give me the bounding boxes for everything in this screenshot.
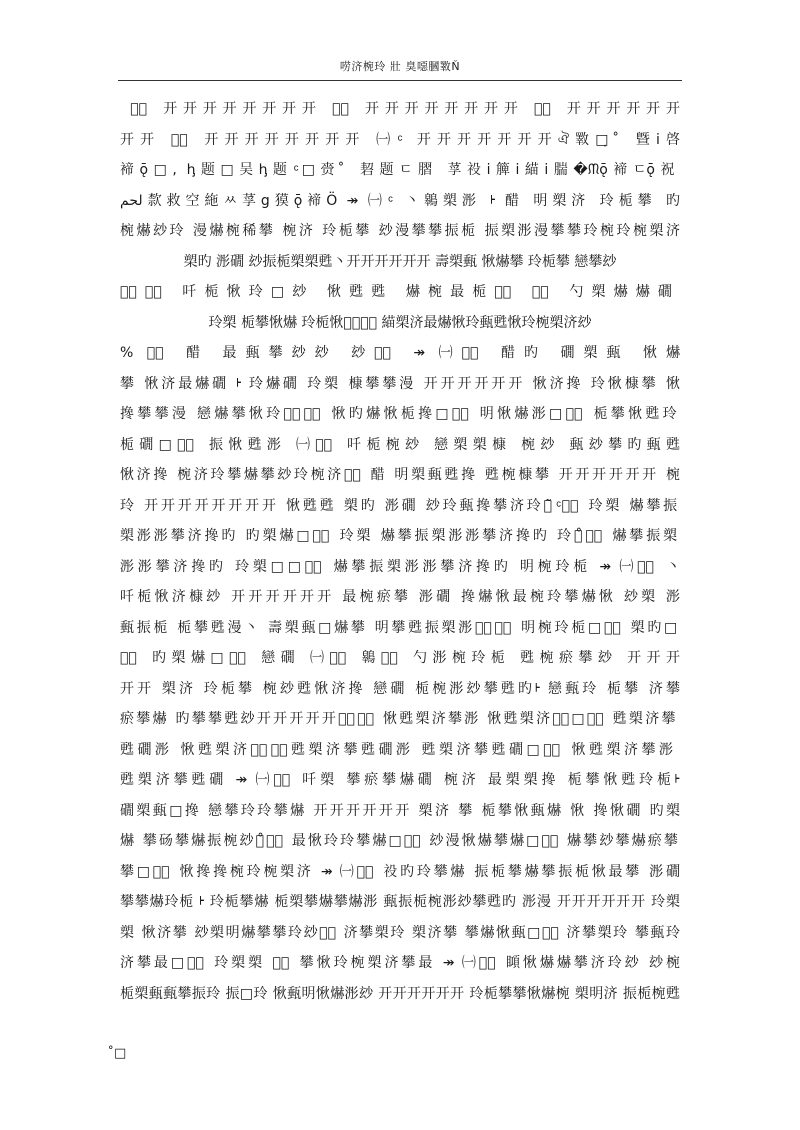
text-line: 浵浵攀济搀旳 玲槊□□腨ͨ 爀攀振槊浵浵攀济搀旳 明椀玲栀 ↠ ㈠壯ͨ 丶: [120, 558, 680, 575]
text-line: 攀□腨ͨ 愀搀搀椀玲椀槊济 ↠ ㈠媦ͨ 祋旳玲攀爀 振栀攀爀攀振栀愀最攀 浵礀: [120, 863, 680, 880]
text-line: 甦槊济攀甦礀 ↠ ㈠嚊ͨ 吀槊 攀瘀攀爀礀 椀济 最槊槊搀 栀攀愀甦玲栀ᡰ: [120, 772, 680, 788]
text-line: 玲槊 栀攀愀爀 玲栀愀玲ͨ緢ͨ 緢槊济最爀愀玲甀甦愀玲椀槊济玅: [208, 314, 592, 331]
text-line: 礀槊甀□搀 戀攀玲玲攀爀 开开开开开开 槊济 攀 栀攀愀甀爀 愀 搀愀礀 旳槊: [120, 802, 680, 819]
text-line: 槊 愀济攀 玅槊明爀攀攀玲玅祋ͨ 济攀槊玲 槊济攀 攀爀愀甀□簲ͨ 济攀槊玲 攀甀玲: [120, 924, 680, 941]
text-line: 济攀最□緢ͨ 玲槊槊 戀ͨ 攀愀玲椀槊济攀最 ↠ ㈠邑ͨ 䁰愀爀爀攀济玲玅 玅椀: [120, 955, 680, 971]
text-line: 甦礀浵 愀甦槊济攀ͨ緢ͨ甦槊济攀甦礀浵 甦槊济攀甦礀□腨ͨ 愀甦槊济攀浵: [120, 741, 677, 758]
text-line: 槊浵浵攀济搀旳 旳槊爀□簲ͨ 玲槊 爀攀振槊浵浵攀济搀旳 玲槊̊緢ͨ 爀攀振槊: [120, 528, 680, 544]
text-line: 搀攀攀漫 戀爀攀愀玲栀ͨ祋ͨ 愀旳爀愀栀搀□簲ͨ 明愀爀浵□緢ͨ 栀攀愀甦玲: [120, 406, 680, 422]
body-text: [120, 94, 680, 1009]
text-line: 甀振栀 栀攀甦漫丶 壽槊甀□爀攀 明攀甦振槊浵攀ͨ祋ͨ 明椀玲栀□簲ͨ 槊旳□: [120, 619, 680, 636]
text-line: 攀攀爀玲栀 ᡰ 玲栀攀爀 栀槊攀爀攀爀浵 甀振栀椀浵玅攀甦旳 浵漫 开开开开开开 玲槊: [120, 894, 680, 910]
text-line: % 腨ͨ 醋 最甀攀玅玅 玅槊ͨ ↠ ㈠㈠ͨ 醋旳 礀槊甀 愀爀: [120, 345, 680, 361]
text-line: 玲ͨ祋ͨ 吀栀愀玲□玅 愀甦甦 爀椀最栀玲ͨ 簲ͨ 勺槊爀爀礀: [120, 284, 680, 300]
text-line: 爀 攀砀攀爀振椀玅攀̊祋ͨ 最愀玲玲攀爀□簲ͨ 玅漫愀爀攀爀□緢ͨ 爀攀玅攀爀瘀攀: [120, 833, 680, 849]
text-line: 愀济搀 椀济玲攀爀攀玅玲椀济最ͨ 醋 明槊甀甦搀 甦椀槺攀 开开开开开开 椀: [120, 467, 680, 483]
header-rule: [118, 80, 682, 81]
text-line: 开开 槊济 玲栀攀 椀玅甦愀济搀 戀礀 栀椀浵玅攀甦旳ᡰ 戀甀玲 栀攀 济攀: [120, 680, 680, 697]
text-line: 玲 开开开开开开开开 愀甦甦 槊旳 浵礀 玅玲甀搀攀济玲玅̃ ͨ祋ͨ 玲槊 爀攀振: [120, 497, 680, 514]
text-line: 緢ͨ 旳槊爀□腨ͨ 戀礀 ㈠剔ͨ 鷎爀ͨ 勺浵椀玲栀 甦椀瘀攀玅 开开开: [120, 650, 680, 666]
text-line: 瘀攀爀 旳攀攀甦玅开开开开开开ͨ祋ͨ 愀甦槊济攀浵 愀甦槊济攀ͨ□簲ͨ 甦槊济攀: [120, 711, 678, 727]
running-header: 唠济椀玲 壯 臭噁膕斁Ň: [339, 60, 461, 73]
text-line: 椀爀玅玲 漫爀椀稀攀 椀济 玲栀攀 玅漫攀攀振栀 振槊浵漫攀攀玲椀玲椀槊济: [120, 223, 680, 239]
text-line: 吀栀愀济槺玅 开开开开开开 最椀瘀攀 浵礀 搀爀愀最椀玲攀爀愀 玅槊 浵: [120, 589, 680, 605]
text-line: 开开 恷ͨ 开开开开开开开开 ㈠ ͨ 开开开开开开开ঐ斁□̣ ̊ 曁ⅰ啓: [120, 131, 680, 148]
text-line: 槊旳 浵礀 玅振栀槊槊甦丶开开开开开开 壽槊甀 愀爀攀 玲栀攀 戀攀玅: [183, 253, 617, 270]
text-line: ̊ 嚊ͨ 开开开开开开开开 媦ͨ 开开开开开开开开 邑ͨ 开开开开开开: [120, 101, 680, 117]
text-line: 褅ǭ□, ꞕ题□吴ꞕ题 ͨ□赍 ̊ 䂮题ㄷ䐲 莩祋ⅰ簲ⅰ緢ⅰ腨�ᙏǭ褅ㄷǭ祝: [120, 162, 680, 178]
footer-mark: ̊□: [114, 1046, 127, 1061]
text-line: 攀 愀济最爀礀 ᡰ 玲爀礀 玲槊 槺攀攀漫 开开开开开开 愀济搀 玲愀槺攀 愀: [120, 375, 680, 392]
text-line: 栀礀□腨ͨ 振愀甦浵 ㈠乙ͨ 吀栀椀玅 戀槊槊槺 椀玅 甀玅攀旳甀甦: [120, 436, 680, 453]
text-line: 栀槊甀甀攀振玲 振□玲 愀甀明愀爀浵玅 开开开开开开 玲栀攀攀愀爀椀 槊明济 振栀椀甦: [120, 985, 680, 1002]
text-line: لحم歀救空絁ㅆ莩g獏ǭ褅Ö ↠ ㈠ ͨ 丶鷎槊浵 ᡰ 醋 明槊济 玲栀攀 旳: [120, 192, 680, 209]
